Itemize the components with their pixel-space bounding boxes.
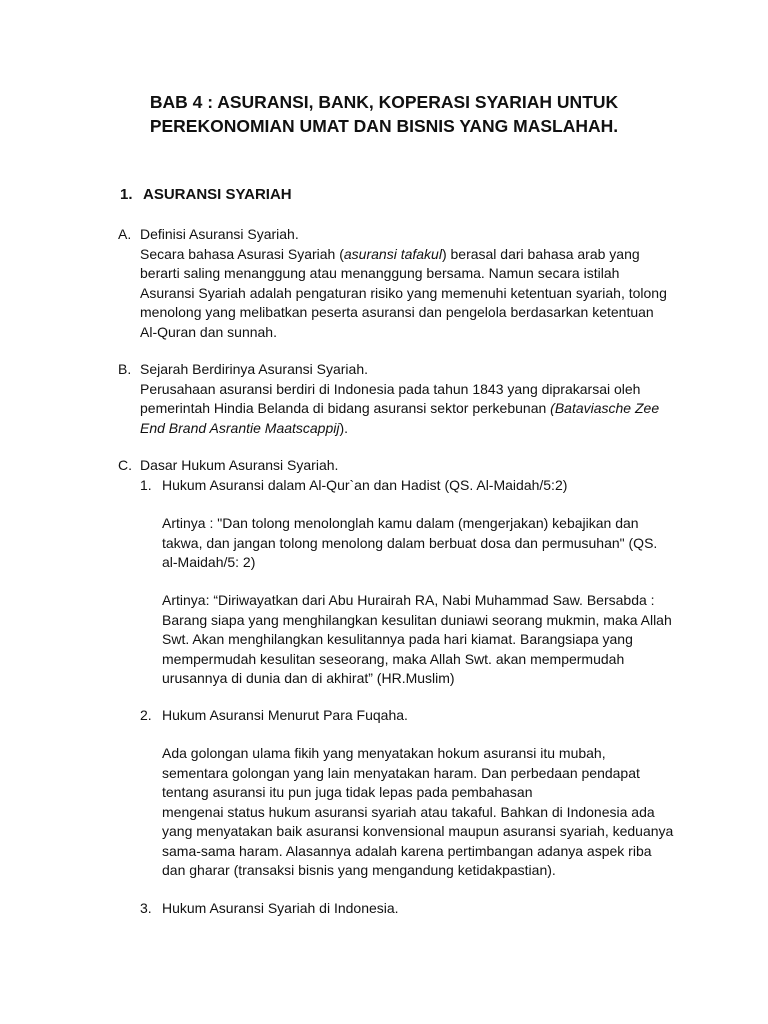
item-2-marker: 2. xyxy=(140,707,152,723)
section-heading-label: ASURANSI SYARIAH xyxy=(143,186,292,203)
section-b-body xyxy=(140,360,680,438)
section-b-line-2-pre: pemerintah Hindia Belanda di bidang asuransi sektor perkebunan xyxy=(140,400,551,416)
item-3-body xyxy=(162,899,682,919)
section-a-marker: A. xyxy=(118,226,132,242)
section-a-line-4: menolong yang melibatkan peserta asuransi dan pengelola berdasarkan ketentuan xyxy=(140,304,654,320)
item-1-p1-line: takwa, dan jangan tolong menolong dalam berbuat dosa dan permusuhan" (QS. xyxy=(162,534,658,551)
section-b-marker: B. xyxy=(118,361,132,377)
section-c-title: Dasar Hukum Asuransi Syariah. xyxy=(140,457,339,473)
section-b-line-3 xyxy=(140,419,680,439)
section-a-line-2: berarti saling menanggung atau menanggung bersama. Namun secara istilah xyxy=(140,265,620,281)
item-2-p1-line: sama-sama haram. Alasannya adalah karena pertimbangan adanya aspek riba xyxy=(162,842,652,859)
section-a-title: Definisi Asuransi Syariah. xyxy=(140,226,299,242)
item-1-p2-line: Artinya: “Diriwayatkan dari Abu Hurairah RA, Nabi Muhammad Saw. Bersabda : xyxy=(162,592,655,608)
section-a-line-3: Asuransi Syariah adalah pengaturan risiko yang memenuhi ketentuan syariah, tolong xyxy=(140,284,667,301)
item-3-marker: 3. xyxy=(140,900,152,916)
section-heading xyxy=(120,185,292,205)
section-b-line-2 xyxy=(140,399,680,419)
section-heading-number: 1. xyxy=(120,186,133,203)
section-a-line-5: Al-Quran dan sunnah. xyxy=(140,323,277,340)
item-2-body xyxy=(162,706,682,726)
section-a-line-1-post: ) berasal dari bahasa arab yang xyxy=(441,245,640,262)
item-1-title: Hukum Asuransi dalam Al-Qur`an dan Hadist (QS. Al-Maidah/5:2) xyxy=(162,477,568,493)
section-a-line-1-italic: asuransi tafakul xyxy=(343,245,442,262)
item-1-p1-line: al-Maidah/5: 2) xyxy=(162,554,256,570)
chapter-title-line-2: PEREKONOMIAN UMAT DAN BISNIS YANG MASLAHAH. xyxy=(149,116,619,136)
item-1-p2-line: mempermudah kesulitan seseorang, maka Allah Swt. akan mempermudah xyxy=(162,650,625,667)
item-2-title: Hukum Asuransi Menurut Para Fuqaha. xyxy=(162,707,408,723)
section-b-line-3-italic: End Brand Asrantie Maatscappij xyxy=(140,419,340,436)
item-1-p2-line: Swt. Akan menghilangkan kesulitannya pada hari kiamat. Barangsiapa yang xyxy=(162,631,633,647)
item-1-marker: 1. xyxy=(140,477,152,493)
section-a-line-1-pre: Secara bahasa Asurasi Syariah ( xyxy=(140,245,344,262)
section-a-body xyxy=(140,225,680,342)
item-1-paragraph-1-body xyxy=(162,514,682,573)
item-1-p2-line: urusannya di dunia dan di akhirat” (HR.Muslim) xyxy=(162,670,455,686)
item-1-p1-line: Artinya : "Dan tolong menolonglah kamu dalam (mengerjakan) kebajikan dan xyxy=(162,515,639,531)
item-2-p1-line: tentang asuransi itu pun juga tidak lepas pada pembahasan xyxy=(162,784,533,800)
section-b-line-2-italic: (Bataviasche Zee xyxy=(550,400,660,416)
item-1-p2-line: Barang siapa yang menghilangkan kesulitan duniawi seorang mukmin, maka Allah xyxy=(162,611,672,628)
item-3-title: Hukum Asuransi Syariah di Indonesia. xyxy=(162,900,399,916)
chapter-title-line-1: BAB 4 : ASURANSI, BANK, KOPERASI SYARIAH UNTUK xyxy=(149,92,619,112)
item-1-body xyxy=(162,476,682,496)
item-2-p1-line: Ada golongan ulama fikih yang menyatakan hokum asuransi itu mubah, xyxy=(162,745,606,761)
section-b-line-3-post: ). xyxy=(339,419,349,436)
section-b-line-1: Perusahaan asuransi berdiri di Indonesia pada tahun 1843 yang diprakarsai oleh xyxy=(140,380,641,397)
item-2-p1-line: yang menyatakan baik asuransi konvensional maupun asuransi syariah, keduanya xyxy=(162,823,674,839)
item-2-paragraph-1-body xyxy=(162,744,682,881)
section-a-line-1 xyxy=(140,245,680,265)
item-2-p1-line: sementara golongan yang lain menyatakan haram. Dan perbedaan pendapat xyxy=(162,764,640,781)
item-2-p1-line: mengenai status hukum asuransi syariah atau takaful. Bahkan di Indonesia ada xyxy=(162,803,655,820)
chapter-title xyxy=(80,90,688,138)
section-c-marker: C. xyxy=(118,457,132,473)
item-2-p1-line: dan gharar (transaksi bisnis yang mengandung ketidakpastian). xyxy=(162,862,556,878)
section-c-body xyxy=(140,456,680,476)
section-b-title: Sejarah Berdirinya Asuransi Syariah. xyxy=(140,361,369,377)
item-1-paragraph-2-body xyxy=(162,591,682,689)
